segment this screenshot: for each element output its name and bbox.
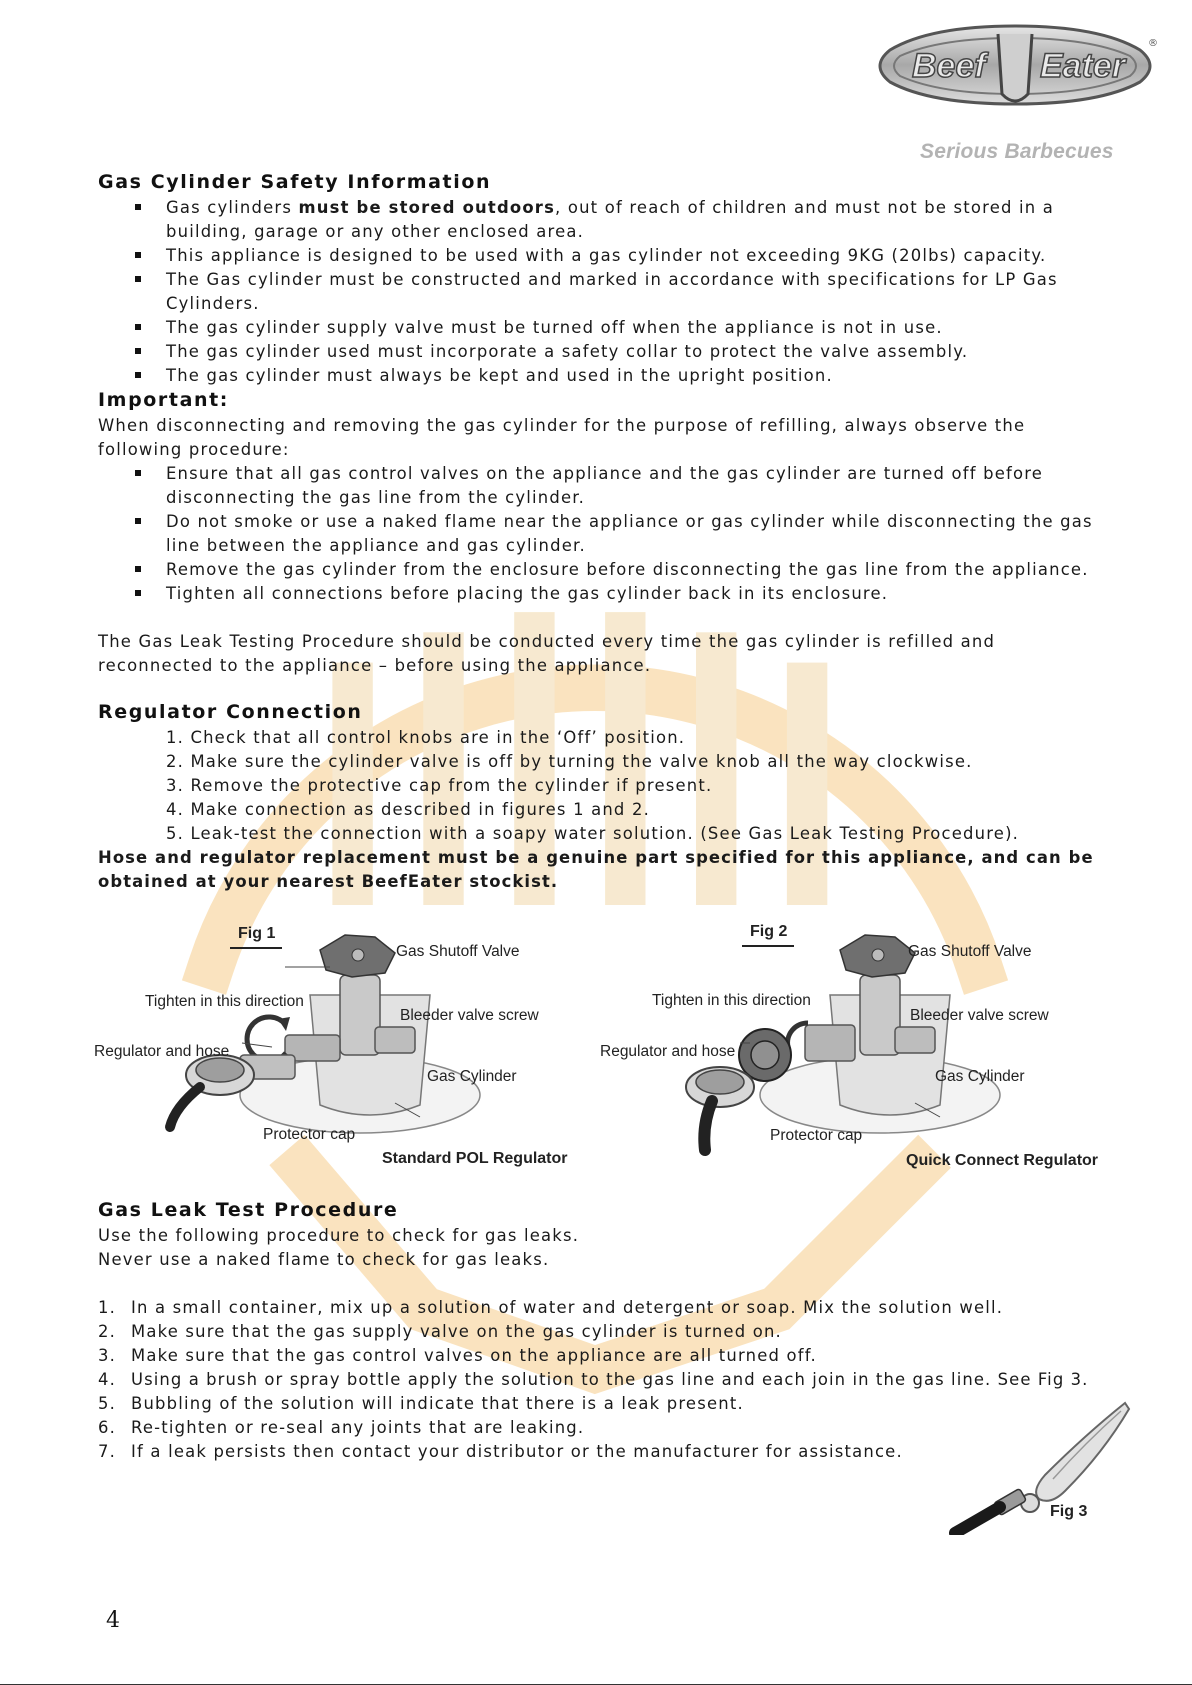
logo-tagline: Serious Barbecues: [920, 140, 1114, 163]
fig1-label-cap: Protector cap: [263, 1126, 356, 1143]
safety-item-4: The gas cylinder supply valve must be turned off when the appliance is not in use.: [166, 318, 943, 337]
leak-test-note: The Gas Leak Testing Procedure should be conducted every time the gas cylinder is refilled and: [98, 632, 996, 651]
bullet-icon: [135, 566, 141, 572]
bullet-icon: [135, 204, 141, 210]
fig1-label-bleeder: Bleeder valve screw: [400, 1007, 539, 1024]
brush-icon: [935, 1395, 1135, 1535]
regulator-warning: Hose and regulator replacement must be a genuine part specified for this appliance, and can be: [98, 848, 1094, 867]
safety-item-6: The gas cylinder must always be kept and used in the upright position.: [166, 366, 833, 385]
leak-step-4-text: Using a brush or spray bottle apply the solution to the gas line and each join in the gas line. See Fig 3.: [131, 1370, 1089, 1389]
fig2-label-cap: Protector cap: [770, 1127, 863, 1144]
page-number: 4: [106, 1608, 120, 1633]
safety-item-2: This appliance is designed to be used with a gas cylinder not exceeding 9KG (20lbs) capacity.: [166, 246, 1047, 265]
bullet-icon: [135, 470, 141, 476]
safety-item-1: [166, 196, 1054, 220]
regulator-step-3: 3. Remove the protective cap from the cylinder if present.: [166, 776, 713, 795]
leak-step-4-num: 4.: [98, 1370, 117, 1389]
regulator-heading: Regulator Connection: [98, 701, 363, 723]
leak-step-5-num: 5.: [98, 1394, 117, 1413]
leak-step-7-text: If a leak persists then contact your distributor or the manufacturer for assistance.: [131, 1442, 903, 1461]
safety-heading: Gas Cylinder Safety Information: [98, 171, 492, 193]
bullet-icon: [135, 252, 141, 258]
safety-item-1-post: , out of reach of children and must not be stored in a: [555, 198, 1055, 217]
bullet-icon: [135, 276, 141, 282]
fig2-label-shutoff: Gas Shutoff Valve: [908, 943, 1032, 960]
leak-step-5-text: Bubbling of the solution will indicate that there is a leak present.: [131, 1394, 744, 1413]
leak-test-intro: Use the following procedure to check for gas leaks.: [98, 1226, 580, 1245]
safety-item-1-pre: Gas cylinders: [166, 198, 299, 217]
regulator-step-2: 2. Make sure the cylinder valve is off by turning the valve knob all the way clockwise.: [166, 752, 973, 771]
bullet-icon: [135, 590, 141, 596]
leak-test-note-line2: reconnected to the appliance – before using the appliance.: [98, 656, 652, 675]
leak-step-3-num: 3.: [98, 1346, 117, 1365]
figure-1: [90, 915, 590, 1175]
fig1-title: Fig 1: [238, 925, 276, 942]
fig2-title: Fig 2: [750, 923, 788, 940]
safety-item-3-line2: Cylinders.: [166, 294, 260, 313]
fig1-label-tighten: Tighten in this direction: [145, 993, 304, 1010]
leak-step-7-num: 7.: [98, 1442, 117, 1461]
important-intro-line2: following procedure:: [98, 440, 290, 459]
important-item-1: Ensure that all gas control valves on the appliance and the gas cylinder are turned off before: [166, 464, 1044, 483]
leak-test-heading: Gas Leak Test Procedure: [98, 1199, 399, 1221]
important-item-1-line2: disconnecting the gas line from the cylinder.: [166, 488, 586, 507]
fig1-caption: Standard POL Regulator: [382, 1150, 568, 1167]
leak-step-1-num: 1.: [98, 1298, 117, 1317]
figure-3-illustration: [935, 1395, 1135, 1535]
important-item-2-line2: line between the appliance and gas cylinder.: [166, 536, 586, 555]
important-intro: When disconnecting and removing the gas cylinder for the purpose of refilling, always observe the: [98, 416, 1026, 435]
bullet-icon: [135, 372, 141, 378]
fig1-label-regulator: Regulator and hose: [94, 1043, 230, 1060]
fig3-title: Fig 3: [1050, 1503, 1088, 1520]
fig2-label-tighten: Tighten in this direction: [652, 992, 811, 1009]
fig2-label-regulator: Regulator and hose: [600, 1043, 736, 1060]
safety-item-3: The Gas cylinder must be constructed and marked in accordance with specifications for LP Gas: [166, 270, 1058, 289]
regulator-step-4: 4. Make connection as described in figures 1 and 2.: [166, 800, 650, 819]
logo-text-right: Eater: [1040, 47, 1126, 85]
fig1-title-underline: [230, 947, 282, 949]
leak-step-6-text: Re-tighten or re-seal any joints that are leaking.: [131, 1418, 585, 1437]
bullet-icon: [135, 518, 141, 524]
important-item-4: Tighten all connections before placing the gas cylinder back in its enclosure.: [166, 584, 889, 603]
fig1-label-shutoff: Gas Shutoff Valve: [396, 943, 520, 960]
registered-mark: ®: [1148, 38, 1158, 49]
regulator-step-1: 1. Check that all control knobs are in the ‘Off’ position.: [166, 728, 686, 747]
fig1-label-cylinder: Gas Cylinder: [427, 1068, 517, 1085]
important-heading: Important:: [98, 389, 230, 411]
safety-item-5: The gas cylinder used must incorporate a safety collar to protect the valve assembly.: [166, 342, 969, 361]
important-item-2: Do not smoke or use a naked flame near the appliance or gas cylinder while disconnecting the gas: [166, 512, 1093, 531]
safety-item-1-bold: must be stored outdoors: [298, 198, 556, 217]
leak-step-3-text: Make sure that the gas control valves on the appliance are all turned off.: [131, 1346, 817, 1365]
bullet-icon: [135, 348, 141, 354]
leak-step-6-num: 6.: [98, 1418, 117, 1437]
leak-step-2-text: Make sure that the gas supply valve on the gas cylinder is turned on.: [131, 1322, 782, 1341]
fig2-label-cylinder: Gas Cylinder: [935, 1068, 1025, 1085]
important-item-3: Remove the gas cylinder from the enclosure before disconnecting the gas line from the appliance.: [166, 560, 1089, 579]
brand-logo: [870, 16, 1160, 116]
fig2-label-bleeder: Bleeder valve screw: [910, 1007, 1049, 1024]
figure-2: [590, 915, 1120, 1175]
leak-step-1-text: In a small container, mix up a solution of water and detergent or soap. Mix the solution well.: [131, 1298, 1004, 1317]
bullet-icon: [135, 324, 141, 330]
leak-step-2-num: 2.: [98, 1322, 117, 1341]
fig2-caption: Quick Connect Regulator: [906, 1152, 1099, 1169]
logo-text-left: Beef: [912, 47, 986, 85]
fig2-title-underline: [742, 945, 794, 947]
regulator-step-5: 5. Leak-test the connection with a soapy water solution. (See Gas Leak Testing Procedure).: [166, 824, 1020, 843]
leak-test-intro-line2: Never use a naked flame to check for gas leaks.: [98, 1250, 550, 1269]
safety-item-1-line2: building, garage or any other enclosed area.: [166, 222, 585, 241]
regulator-warning-line2: obtained at your nearest BeefEater stockist.: [98, 872, 559, 891]
